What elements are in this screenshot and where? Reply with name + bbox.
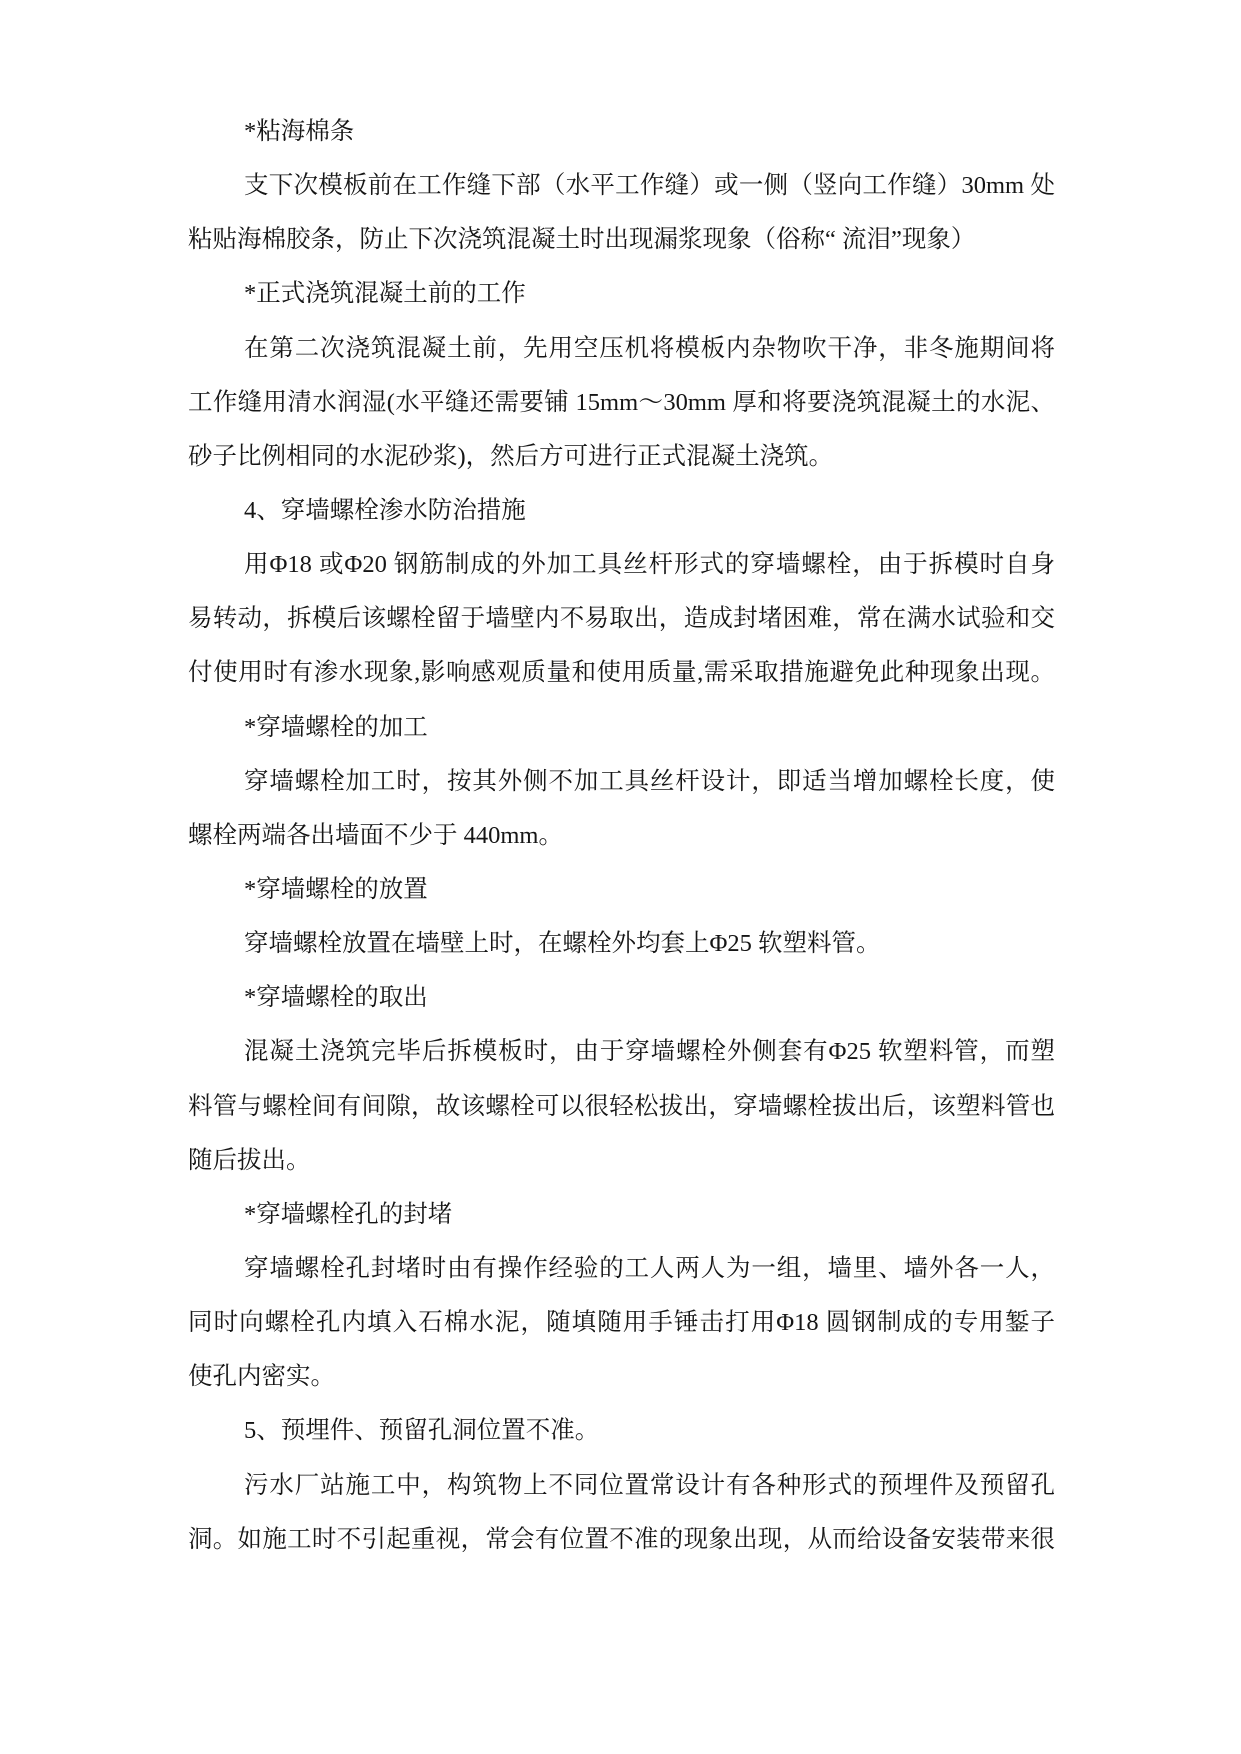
text-line: 混凝土浇筑完毕后拆模板时，由于穿墙螺栓外侧套有Φ25 软塑料管，而塑 xyxy=(244,1038,1055,1066)
text-line: 穿墙螺栓孔封堵时由有操作经验的工人两人为一组，墙里、墙外各一人， xyxy=(244,1254,1055,1282)
subheading xyxy=(188,1188,1055,1242)
text-line: *正式浇筑混凝土前的工作 xyxy=(244,280,526,308)
text-line: 支下次模板前在工作缝下部（水平工作缝）或一侧（竖向工作缝）30mm 处 xyxy=(244,172,1055,200)
text-line: 同时向螺栓孔内填入石棉水泥，随填随用手锤击打用Φ18 圆钢制成的专用錾子 xyxy=(188,1309,1055,1337)
paragraph xyxy=(188,322,1055,484)
subheading xyxy=(188,267,1055,321)
paragraph xyxy=(188,917,1055,971)
paragraph xyxy=(188,1459,1055,1567)
text-line: 粘贴海棉胶条，防止下次浇筑混凝土时出现漏浆现象（俗称“ 流泪”现象） xyxy=(188,226,976,254)
section-heading xyxy=(188,484,1055,538)
subheading xyxy=(188,701,1055,755)
text-line: 穿墙螺栓放置在墙壁上时，在螺栓外均套上Φ25 软塑料管。 xyxy=(244,930,881,958)
text-line: *穿墙螺栓的加工 xyxy=(244,713,428,741)
subheading xyxy=(188,863,1055,917)
text-line: 用Φ18 或Φ20 钢筋制成的外加工具丝杆形式的穿墙螺栓，由于拆模时自身 xyxy=(244,551,1055,579)
text-line: 工作缝用清水润湿(水平缝还需要铺 15mm～30mm 厚和将要浇筑混凝土的水泥、 xyxy=(188,388,1055,416)
text-line: *穿墙螺栓的取出 xyxy=(244,984,428,1012)
paragraph xyxy=(188,538,1055,700)
paragraph xyxy=(188,1025,1055,1187)
text-line: 洞。如施工时不引起重视，常会有位置不准的现象出现，从而给设备安装带来很 xyxy=(188,1525,1055,1553)
text-line: 付使用时有渗水现象,影响感观质量和使用质量,需采取措施避免此种现象出现。 xyxy=(188,659,1055,687)
text-line: *穿墙螺栓的放置 xyxy=(244,875,428,903)
text-line: 随后拔出。 xyxy=(188,1146,311,1174)
paragraph xyxy=(188,159,1055,267)
text-line: *粘海棉条 xyxy=(244,118,355,145)
text-line: 穿墙螺栓加工时，按其外侧不加工具丝杆设计，即适当增加螺栓长度，使 xyxy=(244,767,1055,795)
text-line: *穿墙螺栓孔的封堵 xyxy=(244,1200,453,1228)
text-line: 易转动，拆模后该螺栓留于墙壁内不易取出，造成封堵困难，常在满水试验和交 xyxy=(188,605,1055,633)
paragraph xyxy=(188,1242,1055,1404)
subheading xyxy=(188,971,1055,1025)
text-line: 螺栓两端各出墙面不少于 440mm。 xyxy=(188,821,563,849)
subheading xyxy=(188,105,1055,159)
paragraph xyxy=(188,755,1055,863)
document-body xyxy=(188,105,1055,1567)
text-line: 污水厂站施工中，构筑物上不同位置常设计有各种形式的预埋件及预留孔 xyxy=(244,1471,1055,1499)
text-line: 5、预埋件、预留孔洞位置不准。 xyxy=(244,1417,600,1445)
text-line: 砂子比例相同的水泥砂浆)，然后方可进行正式混凝土浇筑。 xyxy=(188,442,834,470)
text-line: 料管与螺栓间有间隙，故该螺栓可以很轻松拔出，穿墙螺栓拔出后，该塑料管也 xyxy=(188,1092,1055,1120)
section-heading xyxy=(188,1404,1055,1458)
text-line: 使孔内密实。 xyxy=(188,1363,335,1391)
text-line: 4、穿墙螺栓渗水防治措施 xyxy=(244,496,526,524)
text-line: 在第二次浇筑混凝土前，先用空压机将模板内杂物吹干净，非冬施期间将 xyxy=(244,334,1055,362)
